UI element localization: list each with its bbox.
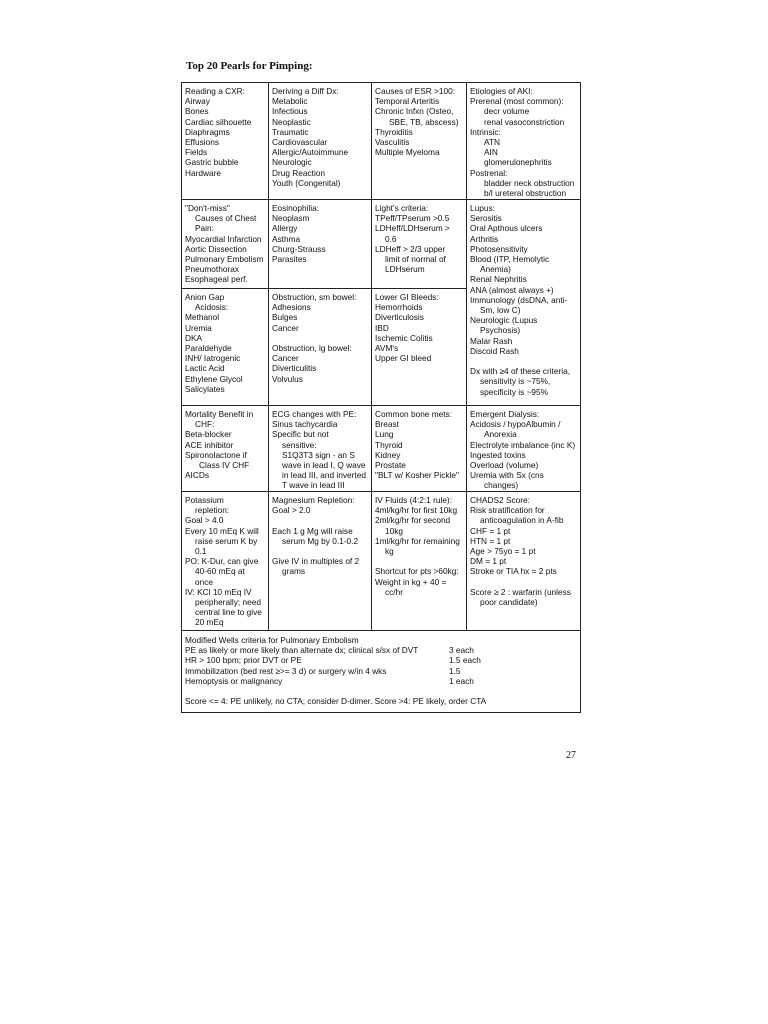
cell-line: Emergent Dialysis: <box>470 409 540 419</box>
cell-line: Shortcut for pts >60kg: <box>375 566 459 577</box>
cell-line: Hardware <box>185 167 221 178</box>
cell-line: Asthma <box>272 233 301 244</box>
cell-line: raise serum K by <box>195 535 258 546</box>
table-cell <box>182 289 269 406</box>
cell-line: Prostate <box>375 460 406 471</box>
cell-line: bladder neck obstruction <box>484 177 575 188</box>
cell-line: Arthritis <box>470 233 499 244</box>
cell-line: Score ≥ 2 : warfarin (unless <box>470 586 571 597</box>
cell-line: Uremia <box>185 322 212 333</box>
cell-line <box>272 515 368 525</box>
cell-line: Esophageal perf. <box>185 274 248 285</box>
cell-line: Pain: <box>195 223 214 234</box>
cell-line: LDHeff > 2/3 upper <box>375 243 446 254</box>
cell-line: changes) <box>484 480 519 491</box>
cell-line: Effusions <box>185 137 219 148</box>
cell-line: Churg-Strauss <box>272 243 326 254</box>
wells-criteria-section <box>182 631 580 712</box>
cell-line: 2ml/kg/hr for second <box>375 515 451 526</box>
cell-line: peripherally; need <box>195 597 261 608</box>
cell-line: Pneumothorax <box>185 264 239 275</box>
cell-line: Fields <box>185 147 208 158</box>
cell-line: Lactic Acid <box>185 363 225 374</box>
wells-item <box>185 655 577 665</box>
cell-line: Cardiovascular <box>272 137 328 148</box>
table-row <box>182 492 580 631</box>
table-cell <box>182 492 269 630</box>
cell-line: Light's criteria: <box>375 203 429 213</box>
cell-line: Methanol <box>185 312 220 323</box>
cell-line: cc/hr <box>385 586 403 597</box>
cell-line: glomerulonephritis <box>484 157 552 168</box>
cell-line: Thyroid <box>375 439 403 450</box>
cell-line: serum Mg by 0.1-0.2 <box>282 535 359 546</box>
cell-line: Goal > 2.0 <box>272 505 311 516</box>
cell-line: Airway <box>185 96 210 107</box>
cell-line: once <box>195 576 213 587</box>
cell-line: Pulmonary Embolism <box>185 254 264 265</box>
cell-line: 0.1 <box>195 546 207 557</box>
cell-line: HTN = 1 pt <box>470 535 511 546</box>
cell-line: Anemia) <box>480 264 511 275</box>
wells-item-points: 1 each <box>449 675 474 686</box>
cell-line: Postrenal: <box>470 167 508 178</box>
table-row <box>182 406 580 492</box>
cell-line: Multiple Myeloma <box>375 147 440 158</box>
cell-line: Vasculitis <box>375 137 410 148</box>
cell-line: AIN <box>484 147 498 158</box>
cell-line: 0.6 <box>385 233 397 244</box>
cell-line: IV: KCl 10 mEq IV <box>185 586 252 597</box>
cell-line: grams <box>282 566 306 577</box>
cell-line: T wave in lead III <box>282 480 345 491</box>
cell-line: CHF: <box>195 419 215 430</box>
cell-line: Anorexia <box>484 429 517 440</box>
page-number: 27 <box>566 750 576 761</box>
wells-item-points: 3 each <box>449 645 474 656</box>
cell-line: Magnesium Repletion: <box>272 495 355 505</box>
cell-line: Give IV in multiples of 2 <box>272 556 360 567</box>
cell-line: Dx with ≥4 of these criteria, <box>470 366 571 377</box>
cell-line: Neoplasm <box>272 213 310 224</box>
cell-line: Myocardial Infarction <box>185 233 262 244</box>
page-title: Top 20 Pearls for Pimping: <box>186 60 313 72</box>
cell-line: Ethylene Glycol <box>185 373 243 384</box>
cell-line: Neurologic <box>272 157 312 168</box>
cell-line: 4ml/kg/hr for first 10kg <box>375 505 458 516</box>
wells-score: Score <= 4: PE unlikely, no CTA; consider D-dimer. Score >4: PE likely, order CTA <box>185 695 487 706</box>
cell-line: Ischemic Colitis <box>375 332 433 343</box>
cell-line: S1Q3T3 sign - an S <box>282 449 355 460</box>
cell-line: AVM's <box>375 343 399 354</box>
cell-line: Risk stratification for <box>470 505 545 516</box>
wells-item <box>185 666 577 676</box>
table-cell <box>372 406 467 491</box>
cell-line: Specific but not <box>272 429 329 440</box>
cell-line: Photosensitivity <box>470 243 528 254</box>
cell-line: Drug Reaction <box>272 167 326 178</box>
cell-line: poor candidate) <box>480 597 538 608</box>
cell-line: Paraldehyde <box>185 343 232 354</box>
cell-line: anticoagulation in A-fib <box>480 515 564 526</box>
table-cell <box>182 406 269 491</box>
table-cell <box>269 83 372 199</box>
table-cell <box>269 406 372 491</box>
cell-line: Oral Apthous ulcers <box>470 223 543 234</box>
wells-item-points: 1.5 <box>449 665 461 676</box>
cell-line: Age > 75yo = 1 pt <box>470 546 536 557</box>
cell-line: Traumatic <box>272 126 309 137</box>
cell-line: 10kg <box>385 525 403 536</box>
cell-line: Upper GI bleed <box>375 353 432 364</box>
wells-item-text: Hemoptysis or malignancy <box>185 675 283 686</box>
cell-line: Prerenal (most common): <box>470 96 564 107</box>
cell-line: Lower GI Bleeds: <box>375 292 439 302</box>
cell-line: Sm, low C) <box>480 305 521 316</box>
cell-line: TPeff/TPserum >0.5 <box>375 213 450 224</box>
cell-line: Mortality Benefit in <box>185 409 254 419</box>
cell-line: 1ml/kg/hr for remaining <box>375 535 460 546</box>
cell-line <box>470 577 577 587</box>
cell-line: Neurologic (Lupus <box>470 315 538 326</box>
table-cell <box>467 406 580 491</box>
cell-line: DM = 1 pt <box>470 556 507 567</box>
cell-line: 40-60 mEq at <box>195 566 245 577</box>
cell-line: Parasites <box>272 254 307 265</box>
table-row <box>182 83 580 200</box>
cell-line: Psychosis) <box>480 325 521 336</box>
wells-item <box>185 645 577 655</box>
table-cell <box>467 83 580 199</box>
cell-line: IBD <box>375 322 389 333</box>
cell-line: Adhesions <box>272 302 311 313</box>
cell-line: AICDs <box>185 470 209 481</box>
cell-line: Weight in kg + 40 = <box>375 576 447 587</box>
cell-line: repletion: <box>195 505 230 516</box>
cell-line: PO: K-Dur, can give <box>185 556 259 567</box>
cell-line: Neoplastic <box>272 116 311 127</box>
cell-line: Cancer <box>272 353 299 364</box>
cell-line: Potassium <box>185 495 224 505</box>
table-cell <box>372 289 467 406</box>
cell-line: Immunology (dsDNA, anti- <box>470 294 568 305</box>
pearls-table <box>181 82 581 713</box>
cell-line: central line to give <box>195 607 262 618</box>
wells-item-text: PE as likely or more likely than alternate dx; clinical s/sx of DVT <box>185 645 419 656</box>
cell-line: Anion Gap <box>185 292 225 302</box>
cell-line: Etiologies of AKI: <box>470 86 533 96</box>
cell-line: Diaphragms <box>185 126 230 137</box>
cell-line: Overload (volume) <box>470 460 539 471</box>
cell-line: Class IV CHF <box>199 460 250 471</box>
cell-line: Malar Rash <box>470 335 513 346</box>
table-cell <box>269 492 372 630</box>
cell-line: Allergy <box>272 223 298 234</box>
cell-line: Beta-blocker <box>185 429 232 440</box>
wells-item-text: Immobilization (bed rest ≥>= 3 d) or surgery w/in 4 wks <box>185 665 387 676</box>
cell-line: "BLT w/ Kosher Pickle" <box>375 470 459 481</box>
cell-line: SBE, TB, abscess) <box>389 116 459 127</box>
cell-line: b/l ureteral obstruction <box>484 188 567 199</box>
cell-line: Causes of ESR >100: <box>375 86 456 96</box>
cell-line: Allergic/Autoimmune <box>272 147 349 158</box>
cell-line: Blood (ITP, Hemolytic <box>470 254 550 265</box>
cell-line: Electrolyte imbalance (inc K) <box>470 439 576 450</box>
cell-line: in lead III, and inverted <box>282 470 366 481</box>
cell-line: Aortic Dissection <box>185 243 247 254</box>
table-cell <box>182 200 269 289</box>
cell-line: Youth (Congenital) <box>272 177 341 188</box>
cell-line: Acidosis: <box>195 302 229 313</box>
cell-line: wave in lead I, Q wave <box>282 460 366 471</box>
cell-line: kg <box>385 546 394 557</box>
wells-item <box>185 676 577 686</box>
cell-line: sensitivity is ~75%, <box>480 376 551 387</box>
cell-line: Renal Nephritis <box>470 274 527 285</box>
cell-line: CHF = 1 pt <box>470 525 511 536</box>
cell-line: Deriving a Diff Dx: <box>272 86 339 96</box>
cell-line: Infectious <box>272 106 308 117</box>
cell-line: Thyroiditis <box>375 126 413 137</box>
cell-line <box>272 546 368 556</box>
cell-line <box>272 333 368 343</box>
cell-line <box>375 556 463 566</box>
cell-line: Temporal Arteritis <box>375 96 440 107</box>
cell-line: Bulges <box>272 312 298 323</box>
cell-line: ANA (almost always +) <box>470 284 554 295</box>
cell-line: Sinus tachycardia <box>272 419 338 430</box>
wells-item-points: 1.5 each <box>449 655 481 666</box>
cell-line: limit of normal of <box>385 254 446 265</box>
cell-line: Breast <box>375 419 399 430</box>
cell-line: Kidney <box>375 449 401 460</box>
cell-line: DKA <box>185 332 203 343</box>
wells-item-text: HR > 100 bpm; prior DVT or PE <box>185 655 302 666</box>
table-cell <box>269 200 372 289</box>
cell-line: ATN <box>484 137 500 148</box>
table-cell <box>269 289 372 406</box>
cell-line: renal vasoconstriction <box>484 116 565 127</box>
cell-line: 20 mEq <box>195 617 224 628</box>
cell-line: Serositis <box>470 213 502 224</box>
cell-line: Discoid Rash <box>470 345 519 356</box>
cell-line: Causes of Chest <box>195 213 257 224</box>
cell-line: Every 10 mEq K will <box>185 525 259 536</box>
cell-line: Intrinsic: <box>470 126 501 137</box>
cell-line: Lupus: <box>470 203 495 213</box>
cell-line: Reading a CXR: <box>185 86 245 96</box>
cell-line: INH/ Iatrogenic <box>185 353 241 364</box>
cell-line: Bones <box>185 106 209 117</box>
cell-line: Each 1 g Mg will raise <box>272 525 353 536</box>
cell-line: Obstruction, sm bowel: <box>272 292 357 302</box>
cell-line: sensitive: <box>282 439 317 450</box>
table-cell <box>372 200 467 289</box>
cell-line: Eosinophilia: <box>272 203 320 213</box>
cell-line: IV Fluids (4:2:1 rule): <box>375 495 453 505</box>
table-cell <box>372 492 467 630</box>
cell-line: Acidosis / hypoAlbumin / <box>470 419 561 430</box>
cell-line: Volvulus <box>272 373 303 384</box>
table-cell <box>372 83 467 199</box>
cell-line: decr volume <box>484 106 530 117</box>
wells-title: Modified Wells criteria for Pulmonary Embolism <box>185 635 359 645</box>
cell-line: CHADS2 Score: <box>470 495 530 505</box>
cell-line: specificity is ~95% <box>480 386 549 397</box>
cell-line: Cancer <box>272 322 299 333</box>
cell-line: Hemorrhoids <box>375 302 423 313</box>
cell-line: Diverticulosis <box>375 312 424 323</box>
cell-line: Gastric bubble <box>185 157 239 168</box>
cell-line: Lung <box>375 429 394 440</box>
table-cell <box>467 492 580 630</box>
cell-line: "Don't-miss" <box>185 203 230 213</box>
cell-line: Common bone mets: <box>375 409 453 419</box>
cell-line: Uremia with Sx (cns <box>470 470 544 481</box>
cell-line: Diverticulitis <box>272 363 317 374</box>
cell-line: LDHserum <box>385 264 425 275</box>
cell-line: Cardiac silhouette <box>185 116 252 127</box>
cell-line: Spironolactone if <box>185 449 247 460</box>
cell-line: ACE inhibitor <box>185 439 234 450</box>
table-cell <box>182 83 269 199</box>
cell-line: Obstruction, lg bowel: <box>272 343 352 354</box>
cell-line: LDHeff/LDHserum > <box>375 223 450 234</box>
cell-line: Chronic Infxn (Osteo, <box>375 106 454 117</box>
cell-line: Ingested toxins <box>470 449 526 460</box>
cell-line: Stroke or TIA hx = 2 pts <box>470 566 557 577</box>
cell-line: Goal > 4.0 <box>185 515 224 526</box>
cell-line: ECG changes with PE: <box>272 409 357 419</box>
cell-line: Salicylates <box>185 383 225 394</box>
table-row <box>182 289 580 406</box>
cell-line: Metabolic <box>272 96 308 107</box>
